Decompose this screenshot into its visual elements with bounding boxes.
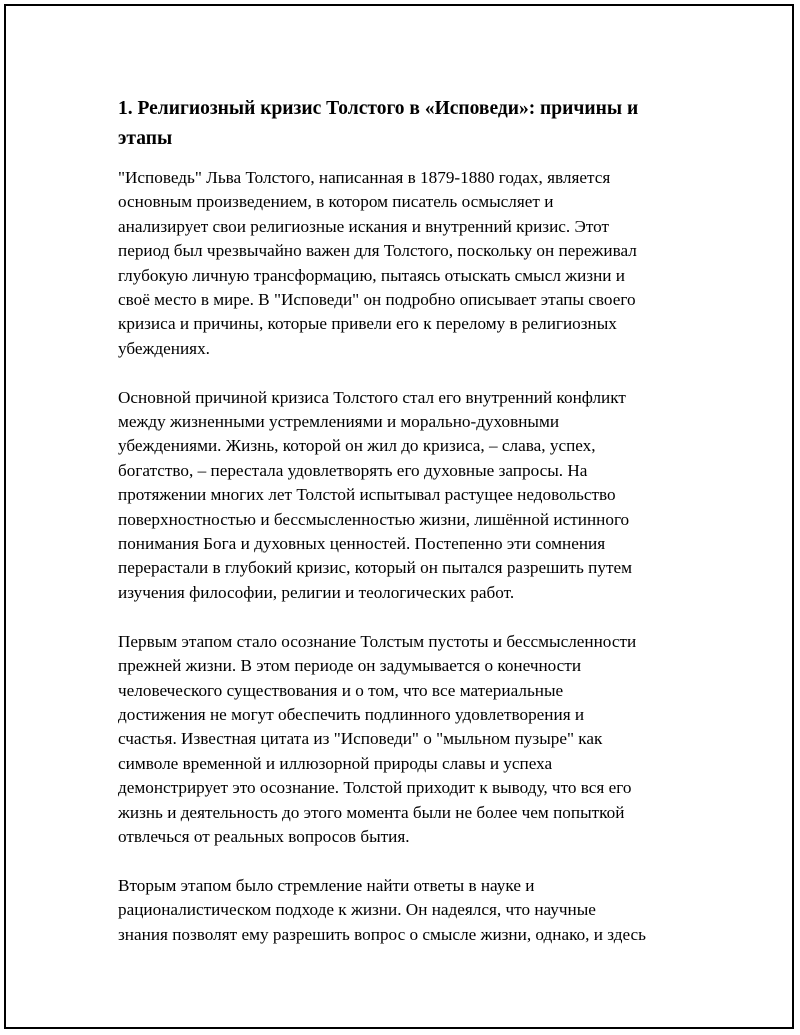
paragraph-line: период был чрезвычайно важен для Толстого, поскольку он переживал bbox=[118, 241, 637, 261]
section-heading bbox=[118, 94, 690, 154]
paragraph-line: убеждениях. bbox=[118, 338, 210, 358]
document-body bbox=[118, 94, 690, 971]
paragraph-stage-two bbox=[118, 874, 690, 947]
paragraph-line: кризиса и причины, которые привели его к перелому в религиозных bbox=[118, 314, 617, 334]
paragraph-line: символе временной и иллюзорной природы славы и успеха bbox=[118, 753, 553, 773]
paragraph-line: глубокую личную трансформацию, пытаясь отыскать смысл жизни и bbox=[118, 265, 625, 285]
paragraph-line: протяжении многих лет Толстой испытывал растущее недовольство bbox=[118, 485, 616, 505]
paragraph-line: своё место в мире. В "Исповеди" он подробно описывает этапы своего bbox=[118, 290, 636, 310]
paragraph-line: понимания Бога и духовных ценностей. Постепенно эти сомнения bbox=[118, 534, 606, 554]
paragraph-line: знания позволят ему разрешить вопрос о смысле жизни, однако, и здесь bbox=[118, 924, 646, 944]
paragraph-line: анализирует свои религиозные искания и внутренний кризис. Этот bbox=[118, 216, 609, 236]
paragraph-line: демонстрирует это осознание. Толстой приходит к выводу, что вся его bbox=[118, 778, 632, 798]
paragraph-line: богатство, – перестала удовлетворять его духовные запросы. На bbox=[118, 460, 588, 480]
paragraph-line: счастья. Известная цитата из "Исповеди" о "мыльном пузыре" как bbox=[118, 729, 603, 749]
paragraph-line: рационалистическом подходе к жизни. Он надеялся, что научные bbox=[118, 900, 596, 920]
paragraph-line: убеждениями. Жизнь, которой он жил до кризиса, – слава, успех, bbox=[118, 436, 596, 456]
paragraph-line: Вторым этапом было стремление найти ответы в науке и bbox=[118, 875, 535, 895]
paragraph-line: поверхностностью и бессмысленностью жизни, лишённой истинного bbox=[118, 509, 630, 529]
paragraph-line: достижения не могут обеспечить подлинного удовлетворения и bbox=[118, 704, 585, 724]
paragraph-line: основным произведением, в котором писатель осмысляет и bbox=[118, 192, 554, 212]
paragraph-stage-one bbox=[118, 630, 690, 850]
paragraph-cause bbox=[118, 386, 690, 606]
paragraph-line: между жизненными устремлениями и морально-духовными bbox=[118, 412, 560, 432]
paragraph-line: Первым этапом стало осознание Толстым пустоты и бессмысленности bbox=[118, 631, 637, 651]
heading-line: 1. Религиозный кризис Толстого в «Исповеди»: причины и bbox=[118, 98, 639, 119]
paragraph-line: "Исповедь" Льва Толстого, написанная в 1879-1880 годах, является bbox=[118, 168, 611, 187]
paragraph-line: отвлечься от реальных вопросов бытия. bbox=[118, 826, 410, 846]
paragraph-line: прежней жизни. В этом периоде он задумывается о конечности bbox=[118, 656, 582, 676]
paragraph-line: Основной причиной кризиса Толстого стал его внутренний конфликт bbox=[118, 387, 626, 407]
heading-line: этапы bbox=[118, 128, 173, 149]
paragraph-line: жизнь и деятельность до этого момента были не более чем попыткой bbox=[118, 802, 625, 822]
paragraph-line: изучения философии, религии и теологических работ. bbox=[118, 582, 515, 602]
paragraph-line: перерастали в глубокий кризис, который он пытался разрешить путем bbox=[118, 558, 632, 578]
paragraph-line: человеческого существования и о том, что все материальные bbox=[118, 680, 564, 700]
paragraph-intro bbox=[118, 166, 690, 361]
